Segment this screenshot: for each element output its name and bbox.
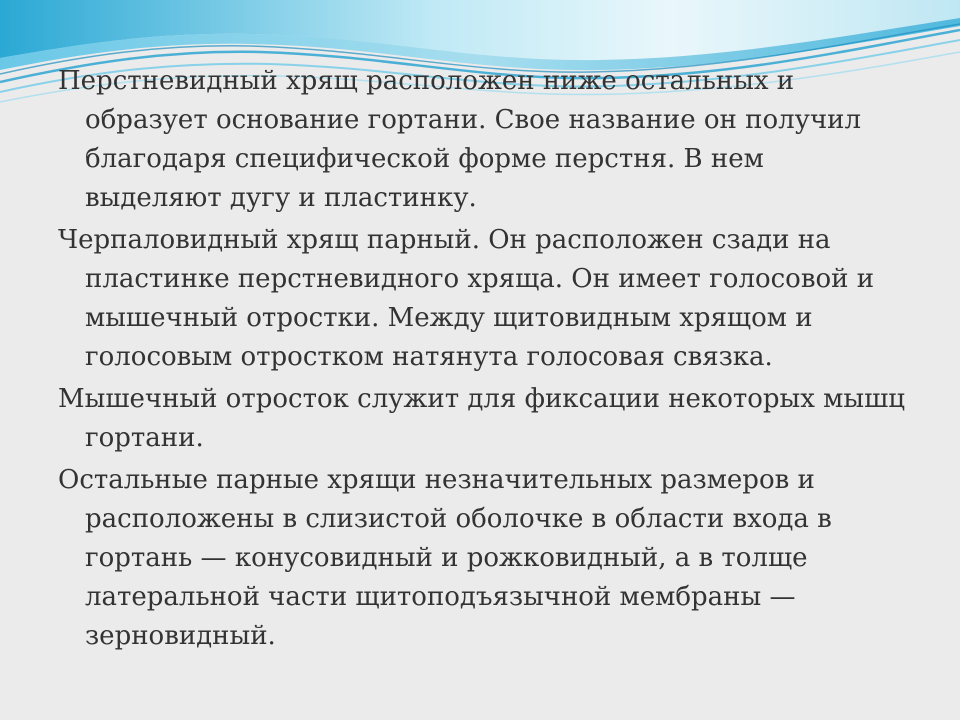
paragraph-arytenoid-cartilage: Черпаловидный хрящ парный. Он расположен сзади на пластинке перстневидного хряща. Он имеет голосовой и мышечный отростки. Между щитовидным хрящом и голосовым отростком натянута голосовая связка. xyxy=(58,225,875,372)
slide-body xyxy=(58,62,908,659)
paragraph-other-cartilages: Остальные парные хрящи незначительных размеров и расположены в слизистой оболочке в области входа в гортань — конусовидный и рожковидный, а в толще латеральной части щитоподъязычной мембраны — зерновидный. xyxy=(58,465,832,651)
paragraph-muscular-process: Мышечный отросток служит для фиксации некоторых мышц гортани. xyxy=(58,384,905,453)
paragraph-cricoid-cartilage: Перстневидный хрящ расположен ниже остальных и образует основание гортани. Свое название он получил благодаря специфической форме перстня. В нем выделяют дугу и пластинку. xyxy=(58,66,861,213)
wave-band-top xyxy=(0,0,960,60)
